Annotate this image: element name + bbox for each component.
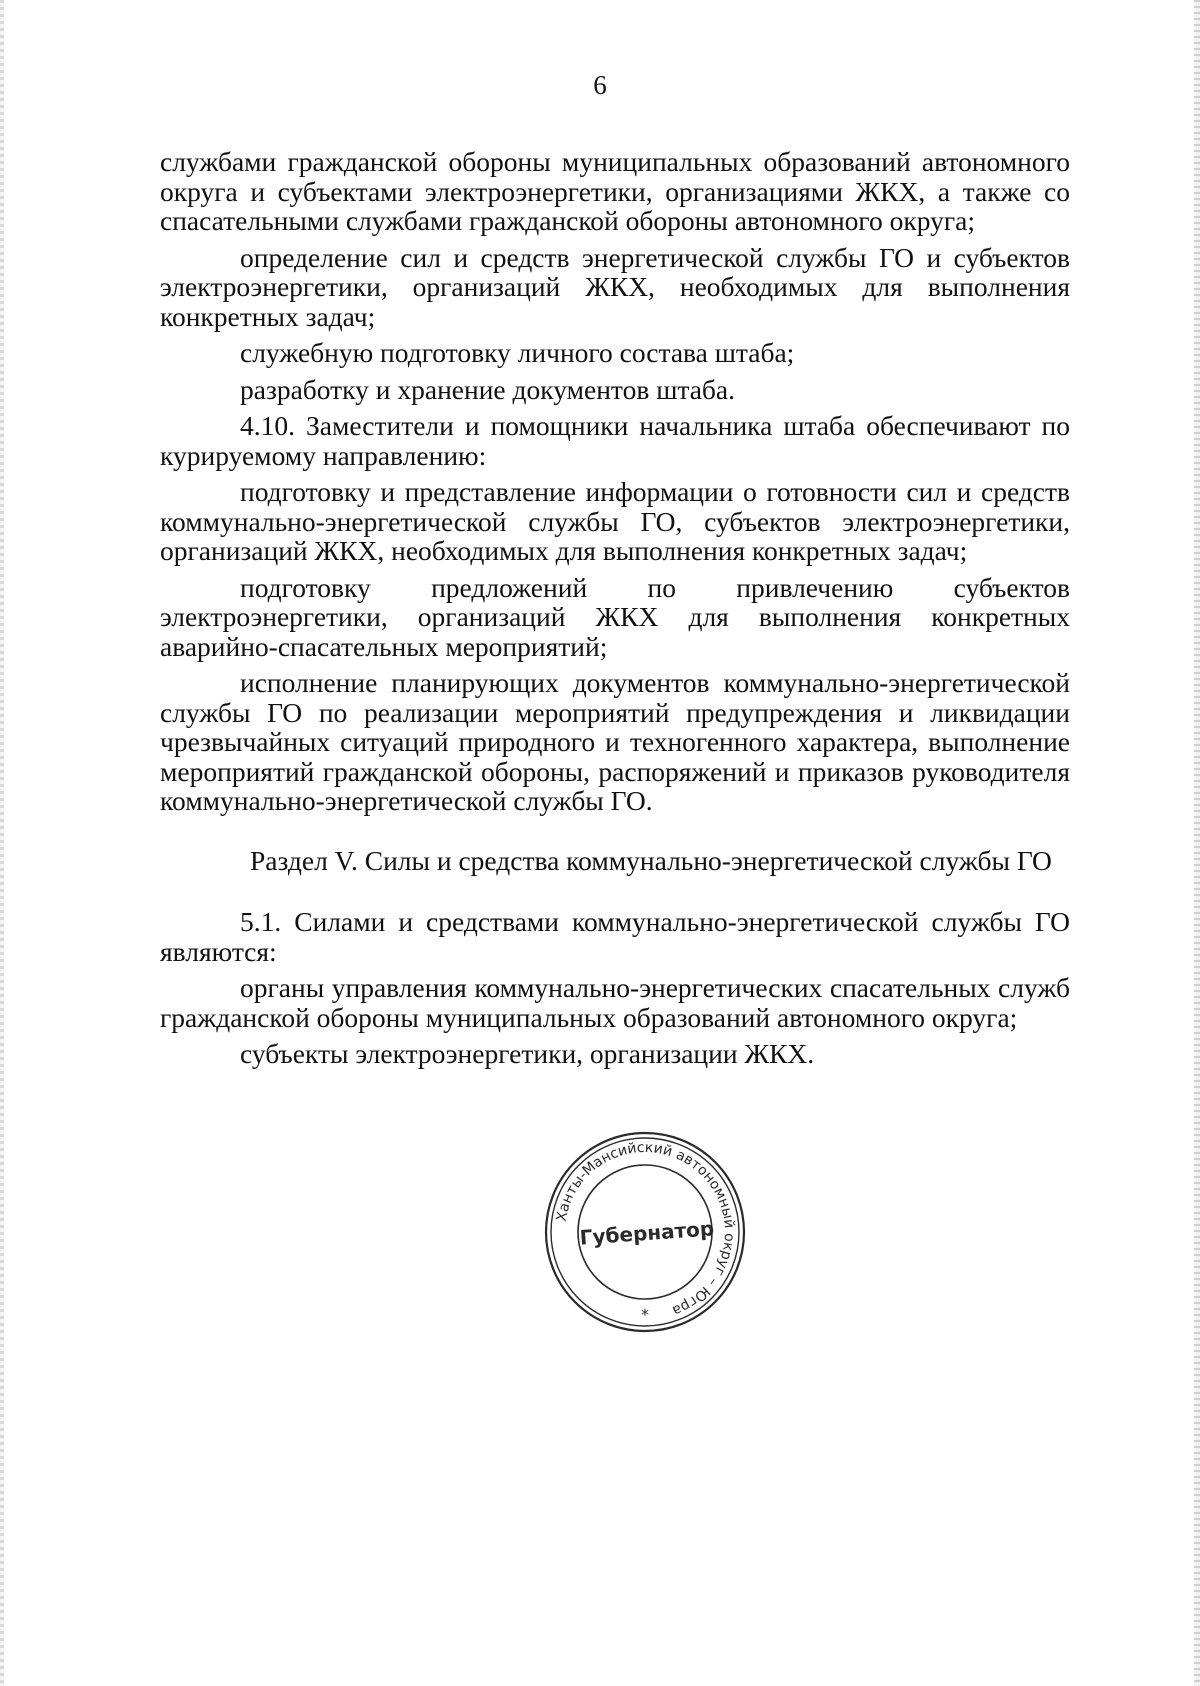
paragraph-readiness-info: подготовку и представление информации о готовности сил и средств коммунально-энергетической службы ГО, субъектов электроэнергетики, организаций ЖКХ, необходимых для выполнения конкретных задач; [160,476,1070,566]
paragraph-5-1: 5.1. Силами и средствами коммунально-энергетической службы ГО являются: [160,906,1070,967]
document-body [160,147,1070,1076]
scan-edge-left [0,0,4,1686]
paragraph-documents: разработку и хранение документов штаба. [240,373,735,405]
paragraph-continuation: службами гражданской обороны муниципальных образований автономного округа и субъектами электроэнергетики, организациями ЖКХ, а также со спасательными службами гражданской обороны автономного округа; [160,146,1070,236]
paragraph-subjects: субъекты электроэнергетики, организации ЖКХ. [240,1038,815,1069]
scan-edge-right [1194,0,1200,1686]
seal-star: * [641,1305,649,1324]
section-heading: Раздел V. Силы и средства коммунально-энергетической службы ГО [250,844,1052,876]
governor-seal-stamp [543,1130,747,1334]
seal-ring-text: Ханты-Мансийский автономный округ – Югра [553,1139,738,1319]
paragraph-execution: исполнение планирующих документов коммунально-энергетической службы ГО по реализации мероприятий предупреждения и ликвидации чрезвычайных ситуаций природного и техногенного характера, выполнение мероприятий гражданской обороны, распоряжений и приказов руководителя коммунально-энергетической службы ГО. [160,667,1070,816]
paragraph-4-10: 4.10. Заместители и помощники начальника штаба обеспечивают по курируемому направлению: [160,410,1070,471]
paragraph-staff-training: служебную подготовку личного состава штаба; [240,337,795,368]
page-number: 6 [593,70,607,100]
seal-center-text: Губернатор [578,1216,715,1250]
paragraph-proposals: подготовку предложений по привлечению субъектов электроэнергетики, организаций ЖКХ для выполнения конкретных аварийно-спасательных мероприятий; [160,571,1070,662]
paragraph-forces-definition: определение сил и средств энергетической службы ГО и субъектов электроэнергетики, организаций ЖКХ, необходимых для выполнения конкретных задач; [160,241,1070,332]
paragraph-management-bodies: органы управления коммунально-энергетических спасательных служб гражданской обороны муниципальных образований автономного округа; [160,972,1070,1033]
